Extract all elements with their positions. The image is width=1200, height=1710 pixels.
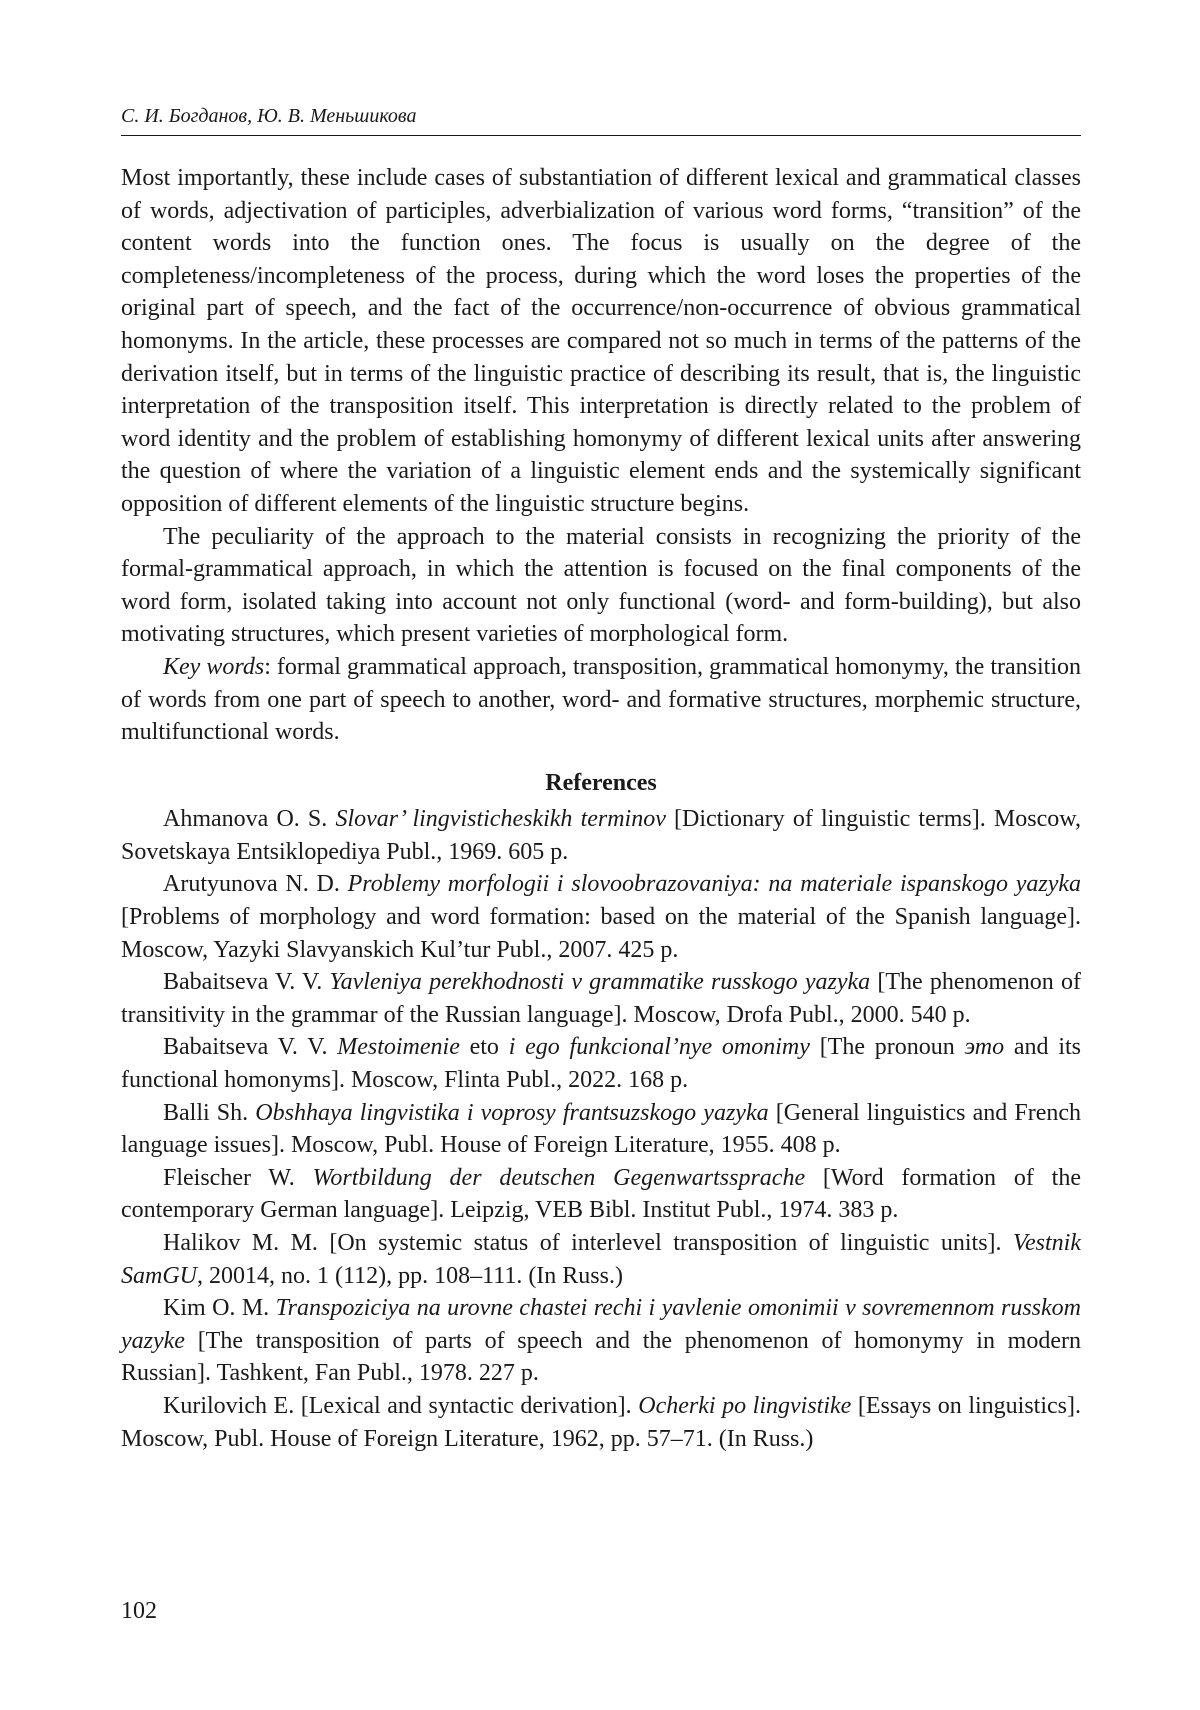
references-heading: References [545,769,657,796]
reference-item: Kim O. M. Transpoziciya na urovne chastei rechi i yavlenie omonimii v sovremennom russkom yazyke [The transposition of parts of speech and the phenomenon of homonymy in modern Russian]. Tashkent, Fan Publ., 1978. 227 p. [121,1295,1082,1387]
reference-item: Babaitseva V. V. Yavleniya perekhodnosti v grammatike russkogo yazyka [The phenomenon of transitivity in the grammar of the Russian language]. Moscow, Drofa Publ., 2000. 540 p. [121,969,1081,1028]
reference-item: Arutyunova N. D. Problemy morfologii i slovoobrazovaniya: na materiale ispanskogo yazyka [Problems of morphology and word formation: based on the material of the Spanish language]. Moscow, Yazyki Slavyanskich Kul’tur Publ., 2007. 425 p. [121,871,1082,963]
keywords-label: Key words [163,653,265,680]
reference-item: Fleischer W. Wortbildung der deutschen Gegenwartssprache [Word formation of the contemporary German language]. Leipzig, VEB Bibl. Institut Publ., 1974. 383 p. [121,1164,1081,1224]
reference-item: Ahmanova O. S. Slovar’ lingvisticheskikh terminov [Dictionary of linguistic terms]. Moscow, Sovetskaya Entsiklopediya Publ., 1969. 605 p. [121,806,1081,865]
keywords-text: : formal grammatical approach, transposition, grammatical homonymy, the transition of words from one part of speech to another, word- and formative structures, morphemic structure, multifunctional words. [121,653,1081,746]
reference-item: Babaitseva V. V. Mestoimenie eto i ego funkcional’nye omonimy [The pronoun это and its functional homonyms]. Moscow, Flinta Publ., 2022. 168 p. [121,1034,1082,1094]
keywords-paragraph [121,651,1081,749]
article-body [121,162,1081,1455]
page-number: 102 [121,1598,157,1624]
reference-item: Balli Sh. Obshhaya lingvistika i voprosy frantsuzskogo yazyka [General linguistics and French language issues]. Moscow, Publ. House of Foreign Literature, 1955. 408 p. [121,1099,1081,1159]
abstract-paragraph-1: Most importantly, these include cases of substantiation of different lexical and grammatical classes of words, adjectivation of participles, adverbialization of various word forms, “transition” of the content words into the function ones. The focus is usually on the degree of the completeness/incompleteness of the process, during which the word loses the properties of the original part of speech, and the fact of the occurrence/non-occurrence of obvious grammatical homonyms. In the article, these processes are compared not so much in terms of the patterns of the derivation itself, but in terms of the linguistic practice of describing its result, that is, the linguistic interpretation of the transposition itself. This interpretation is directly related to the problem of word identity and the problem of establishing homonymy of different lexical units after answering the question of where the variation of a linguistic element ends and the systemically significant opposition of different elements of the linguistic structure begins. [121,165,1081,517]
abstract-paragraph-2: The peculiarity of the approach to the material consists in recognizing the priority of the formal-grammatical approach, in which the attention is focused on the final components of the word form, isolated taking into account not only functional (word- and form-building), but also motivating structures, which present varieties of morphological form. [121,523,1081,648]
reference-item: Kurilovich E. [Lexical and syntactic derivation]. Ocherki po lingvistike [Essays on linguistics]. Moscow, Publ. House of Foreign Literature, 1962, pp. 57–71. (In Russ.) [121,1392,1081,1452]
reference-item: Halikov M. M. [On systemic status of interlevel transposition of linguistic units]. Vestnik SamGU, 20014, no. 1 (112), pp. 108–111. (In Russ.) [121,1230,1081,1289]
running-head: С. И. Богданов, Ю. В. Меньшикова [121,101,1081,136]
